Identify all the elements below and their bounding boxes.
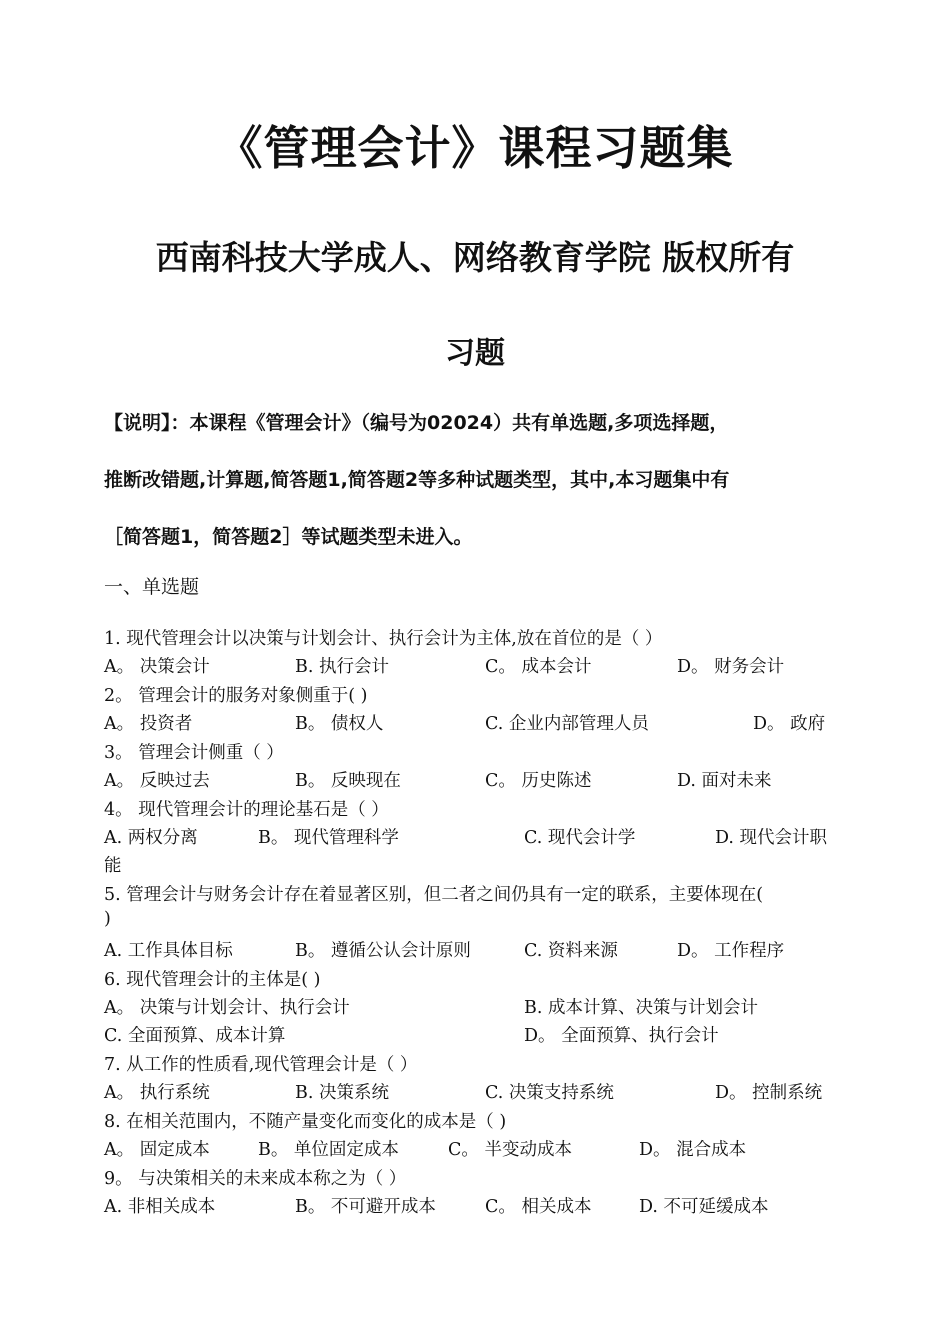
option: B. 执行会计 [295, 657, 389, 677]
option: C。 相关成本 [485, 1197, 592, 1217]
option: B。 债权人 [295, 714, 384, 734]
option: B. 决策系统 [295, 1083, 389, 1103]
option: C. 现代会计学 [524, 828, 636, 848]
option: A. 非相关成本 [104, 1197, 216, 1217]
option: B。 现代管理科学 [258, 828, 399, 848]
option: D。 政府 [753, 714, 826, 734]
question-text: 4。 现代管理会计的理论基石是（ ） [104, 800, 389, 820]
option: C。 成本会计 [485, 657, 592, 677]
option: B。 单位固定成本 [258, 1140, 399, 1160]
question-text-wrap: ) [104, 909, 111, 929]
section-title: 一、单选题 [104, 576, 200, 598]
question-text: 1. 现代管理会计以决策与计划会计、执行会计为主体,放在首位的是（ ） [104, 629, 663, 649]
question-text: 7. 从工作的性质看,现代管理会计是（ ） [104, 1055, 418, 1075]
option: C。 半变动成本 [448, 1140, 572, 1160]
option: A。 固定成本 [104, 1140, 210, 1160]
option: D。 全面预算、执行会计 [524, 1026, 719, 1046]
document-title: 《管理会计》课程习题集 [216, 121, 734, 175]
option: A。 执行系统 [104, 1083, 210, 1103]
option: D. 不可延缓成本 [639, 1197, 769, 1217]
exercises-heading: 习题 [445, 336, 505, 371]
note-line: 【说明】：本课程《管理会计》（编号为02024）共有单选题,多项选择题， [104, 412, 729, 434]
option: A。 投资者 [104, 714, 193, 734]
question-text: 2。 管理会计的服务对象侧重于( ) [104, 686, 368, 706]
option: D。 混合成本 [639, 1140, 747, 1160]
option: C. 资料来源 [524, 941, 618, 961]
option: D. 面对未来 [677, 771, 772, 791]
question-text: 3。 管理会计侧重（ ） [104, 743, 284, 763]
option: B。 遵循公认会计原则 [295, 941, 471, 961]
option: C。 历史陈述 [485, 771, 592, 791]
note-line: 推断改错题,计算题,简答题1,简答题2等多种试题类型，其中,本习题集中有 [104, 469, 730, 491]
option: C. 企业内部管理人员 [485, 714, 649, 734]
option: B。 不可避开成本 [295, 1197, 436, 1217]
option: A。 决策与计划会计、执行会计 [104, 998, 350, 1018]
option: B。 反映现在 [295, 771, 401, 791]
document-subtitle: 西南科技大学成人、网络教育学院 版权所有 [155, 238, 795, 277]
option: D。 工作程序 [677, 941, 785, 961]
option: D。 财务会计 [677, 657, 785, 677]
option: C. 决策支持系统 [485, 1083, 614, 1103]
option: D。 控制系统 [715, 1083, 823, 1103]
option: A。 决策会计 [104, 657, 210, 677]
option: B. 成本计算、决策与计划会计 [524, 998, 758, 1018]
question-text: 6. 现代管理会计的主体是( ) [104, 970, 321, 990]
note-line: ［简答题1，简答题2］等试题类型未进入。 [104, 526, 473, 548]
question-text: 5. 管理会计与财务会计存在着显著区别，但二者之间仍具有一定的联系，主要体现在( [104, 885, 764, 905]
option: A. 工作具体目标 [104, 941, 233, 961]
option: A. 两权分离 [104, 828, 198, 848]
question-text: 8. 在相关范围内，不随产量变化而变化的成本是（ ) [104, 1112, 507, 1132]
option-wrap: 能 [104, 856, 122, 876]
option: A。 反映过去 [104, 771, 210, 791]
question-text: 9。 与决策相关的未来成本称之为（ ） [104, 1169, 407, 1189]
option: C. 全面预算、成本计算 [104, 1026, 286, 1046]
option: D. 现代会计职 [715, 828, 828, 848]
